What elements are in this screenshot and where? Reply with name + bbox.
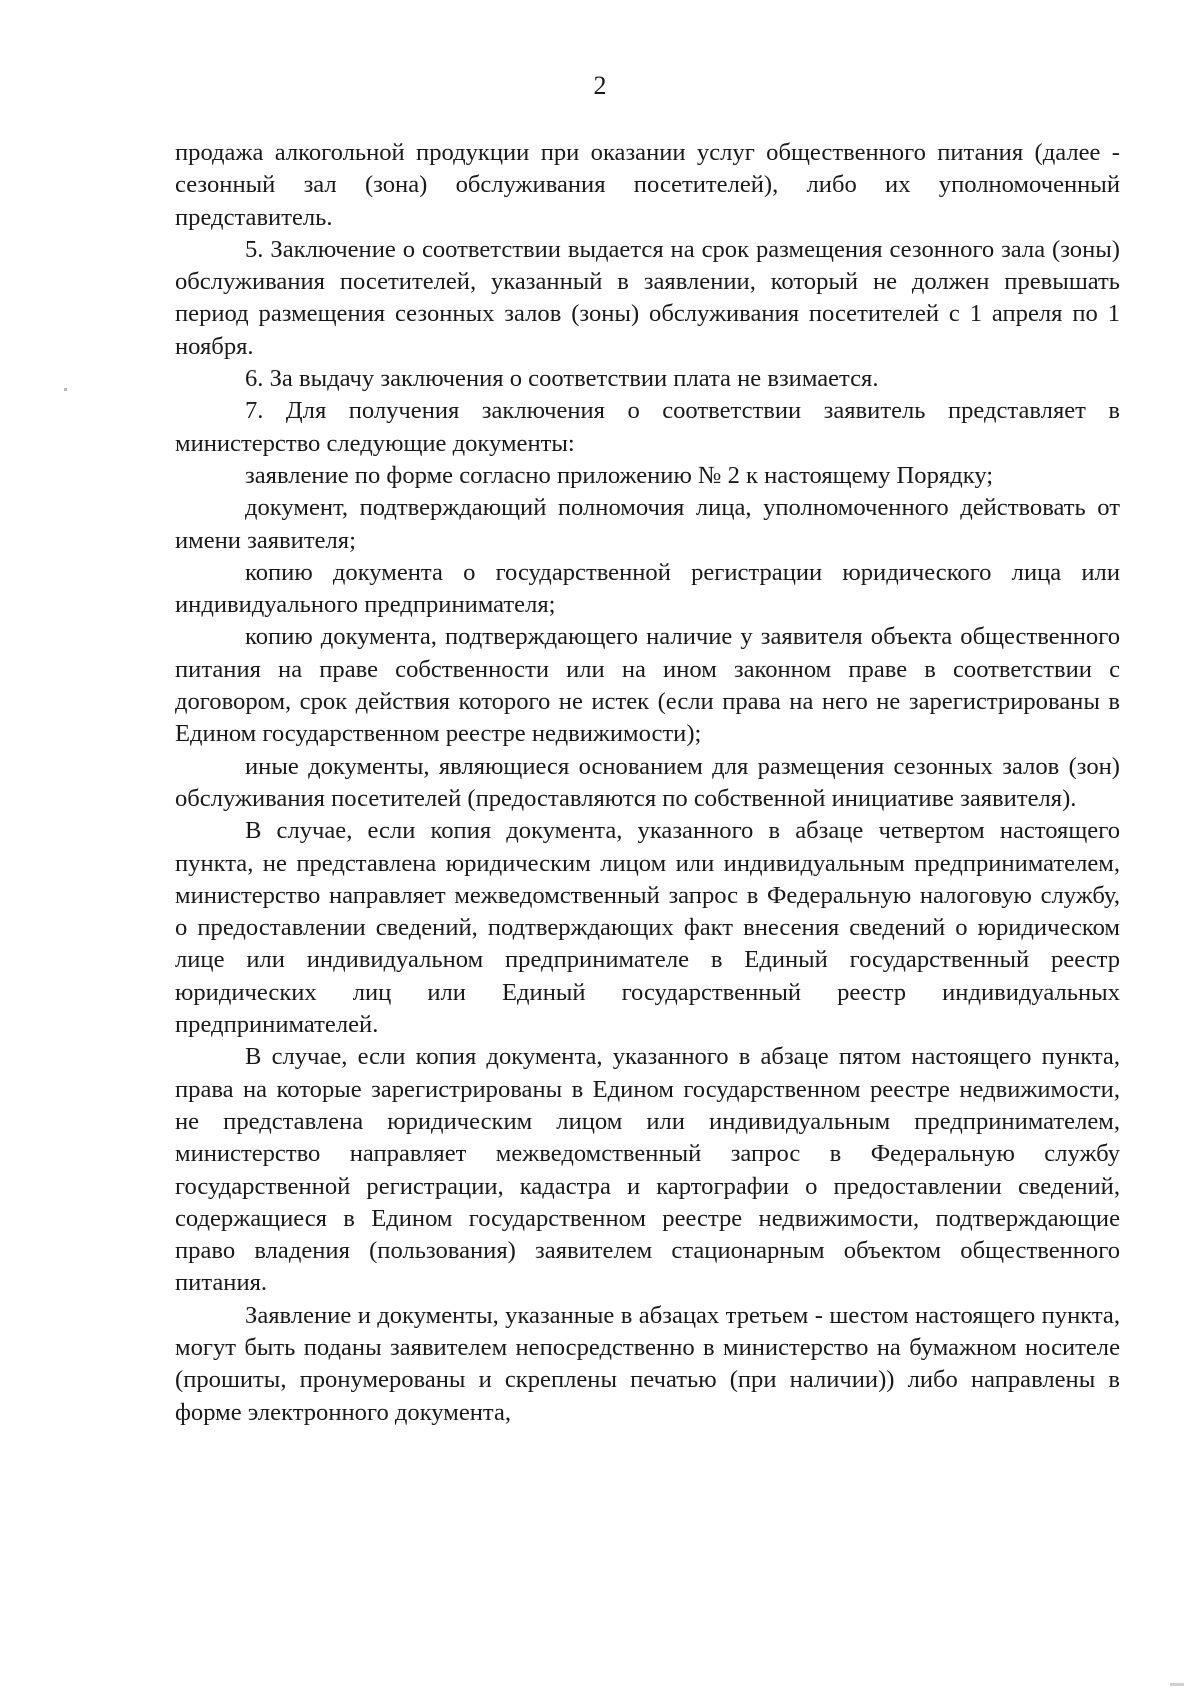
scan-artifact (1170, 1683, 1184, 1686)
document-body (175, 137, 1120, 1429)
list-item-authority-document: документ, подтверждающий полномочия лица, уполномоченного действовать от имени заявителя; (175, 494, 1120, 554)
list-item-registration-copy: копию документа о государственной регистрации юридического лица или индивидуального предпринимателя; (175, 558, 1120, 619)
margin-mark (64, 388, 67, 391)
paragraph-continuation: продажа алкогольной продукции при оказании услуг общественного питания (далее - сезонный зал (зона) обслуживания посетителей), либо их уполномоченный представитель. (175, 139, 1120, 231)
paragraph-item-6: 6. За выдачу заключения о соответствии плата не взимается. (245, 365, 879, 393)
list-item-application: заявление по форме согласно приложению № 2 к настоящему Порядку; (245, 461, 994, 489)
paragraph-submission: Заявление и документы, указанные в абзацах третьем - шестом настоящего пункта, могут быть поданы заявителем непосредственно в министерство на бумажном носителе (прошиты, пронумерованы и скреплены печатью (при наличии)) либо направлены в форме электронного документа, (175, 1301, 1120, 1426)
paragraph-tax-request: В случае, если копия документа, указанного в абзаце четвертом настоящего пункта, не представлена юридическим лицом или индивидуальным предпринимателем, министерство направляет межведомственный запрос в Федеральную налоговую службу, о предоставлении сведений, подтверждающих факт внесения сведений о юридическом лице или индивидуальном предпринимателе в Единый государственный реестр юридических лиц или Единый государственный реестр индивидуальных предпринимателей. (175, 817, 1120, 1039)
list-item-ownership-copy: копию документа, подтверждающего наличие у заявителя объекта общественного питания на праве собственности или на ином законном праве в соответствии с договором, срок действия которого не истек (если права на него не зарегистрированы в Едином государственном реестре недвижимости); (175, 623, 1120, 748)
list-item-other-documents: иные документы, являющиеся основанием для размещения сезонных залов (зон) обслуживания посетителей (предоставляются по собственной инициативе заявителя). (175, 752, 1120, 812)
paragraph-item-7: 7. Для получения заключения о соответствии заявитель представляет в министерство следующие документы: (175, 397, 1120, 457)
paragraph-registry-request: В случае, если копия документа, указанного в абзаце пятом настоящего пункта, права на которые зарегистрированы в Едином государственном реестре недвижимости, не представлена юридическим лицом или индивидуальным предпринимателем, министерство направляет межведомственный запрос в Федеральную службу государственной регистрации, кадастра и картографии о предоставлении сведений, содержащиеся в Едином государственном реестре недвижимости, подтверждающие право владения (пользования) заявителем стационарным объектом общественного питания. (175, 1043, 1120, 1297)
paragraph-item-5: 5. Заключение о соответствии выдается на срок размещения сезонного зала (зоны) обслуживания посетителей, указанный в заявлении, который не должен превышать период размещения сезонных залов (зоны) обслуживания посетителей с 1 апреля по 1 ноября. (175, 235, 1120, 360)
page-number: 2 (593, 71, 607, 100)
